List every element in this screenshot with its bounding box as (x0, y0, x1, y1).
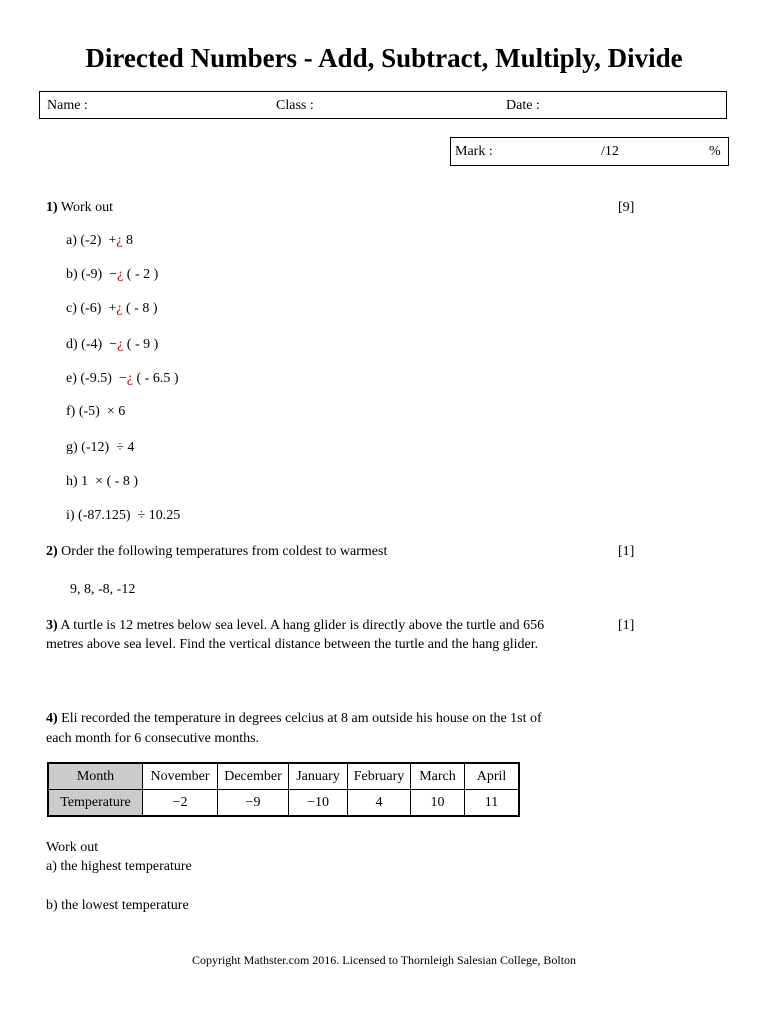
item-operator: ÷ (137, 508, 146, 523)
item-operand: ( - 6.5 ) (136, 371, 179, 386)
table-cell-temp: −10 (289, 790, 348, 817)
date-label: Date : (506, 98, 540, 113)
q1-item-c (66, 299, 158, 318)
item-label: e) (-9.5) (66, 371, 112, 386)
mark-percent: % (709, 144, 721, 159)
item-operand: 10.25 (148, 508, 181, 523)
item-operator: − (109, 267, 118, 282)
item-operand: ( - 9 ) (126, 337, 159, 352)
item-operand: ( - 8 ) (106, 474, 139, 489)
q1-item-g (66, 438, 134, 457)
q3-line-1 (46, 616, 544, 635)
name-label: Name : (47, 98, 88, 113)
q4-number: 4) (46, 711, 58, 726)
q3-text-1: A turtle is 12 metres below sea level. A hang glider is directly above the turtle and 656 (60, 618, 545, 633)
mark-label: Mark : (455, 144, 493, 159)
item-label: f) (-5) (66, 404, 100, 419)
table-cell-month: January (289, 763, 348, 790)
item-label: a) (-2) (66, 233, 102, 248)
item-operator: × (106, 404, 115, 419)
q2-values: 9, 8, -8, -12 (70, 582, 136, 597)
item-operator: + (108, 301, 117, 316)
table-cell-month: December (218, 763, 289, 790)
item-label: g) (-12) (66, 440, 110, 455)
q4-line-2: each month for 6 consecutive months. (46, 731, 260, 746)
q4-part-a: a) the highest temperature (46, 859, 192, 874)
item-glyph: ¿ (126, 371, 133, 386)
q1-item-e (66, 369, 179, 388)
q1-item-a (66, 231, 133, 250)
q1-item-b (66, 265, 158, 284)
item-operand: 4 (127, 440, 135, 455)
table-cell-temp: −9 (218, 790, 289, 817)
item-operand: ( - 2 ) (126, 267, 159, 282)
q3-number: 3) (46, 618, 58, 633)
table-cell-temp: 10 (411, 790, 465, 817)
table-cell-month: February (348, 763, 411, 790)
table-cell-temp: 11 (465, 790, 520, 817)
q4-part-b: b) the lowest temperature (46, 898, 189, 913)
table-row-header: Temperature (48, 790, 143, 817)
item-operand: ( - 8 ) (126, 301, 158, 316)
q2-text: Order the following temperatures from coldest to warmest (61, 544, 388, 559)
table-row-months (48, 763, 519, 790)
q1-number: 1) (46, 200, 58, 215)
page-title: Directed Numbers - Add, Subtract, Multiply, Divide (85, 43, 683, 73)
item-label: h) 1 (66, 474, 89, 489)
q1-item-d (66, 335, 158, 354)
student-info-box (39, 91, 727, 119)
table-row-temperatures (48, 790, 519, 817)
mark-total: /12 (601, 144, 619, 159)
table-cell-month: November (143, 763, 218, 790)
mark-box (450, 137, 729, 166)
q4-line-1 (46, 709, 542, 728)
q1-item-h (66, 472, 138, 491)
table-cell-month: April (465, 763, 520, 790)
table-row-header: Month (48, 763, 143, 790)
item-operator: + (108, 233, 117, 248)
table-cell-temp: 4 (348, 790, 411, 817)
item-label: i) (-87.125) (66, 508, 131, 523)
q2-number: 2) (46, 544, 58, 559)
q2-prompt (46, 542, 387, 561)
q1-marks: [9] (618, 200, 635, 215)
item-glyph: ¿ (116, 301, 123, 316)
item-glyph: ¿ (117, 267, 124, 282)
table-cell-temp: −2 (143, 790, 218, 817)
q3-line-2: metres above sea level. Find the vertical distance between the turtle and the hang glider. (46, 637, 539, 652)
item-operand: 8 (126, 233, 133, 248)
q1-item-f (66, 402, 125, 421)
copyright-footer: Copyright Mathster.com 2016. Licensed to Thornleigh Salesian College, Bolton (191, 953, 577, 967)
q4-text-1: Eli recorded the temperature in degrees celcius at 8 am outside his house on the 1st of (61, 711, 542, 726)
item-operator: − (118, 371, 127, 386)
item-operator: × (95, 474, 104, 489)
q1-item-i (66, 506, 180, 525)
item-operand: 6 (118, 404, 126, 419)
q3-marks: [1] (618, 618, 635, 633)
item-label: c) (-6) (66, 301, 102, 316)
table-cell-month: March (411, 763, 465, 790)
item-label: b) (-9) (66, 267, 103, 282)
q2-marks: [1] (618, 544, 635, 559)
item-operator: − (109, 337, 118, 352)
temperature-table (47, 762, 520, 817)
class-label: Class : (276, 98, 314, 113)
item-operator: ÷ (116, 440, 124, 455)
q4-work-out: Work out (46, 840, 99, 855)
item-glyph: ¿ (117, 337, 124, 352)
item-glyph: ¿ (116, 233, 123, 248)
q1-prompt (46, 198, 113, 217)
q1-text: Work out (60, 200, 114, 215)
item-label: d) (-4) (66, 337, 103, 352)
